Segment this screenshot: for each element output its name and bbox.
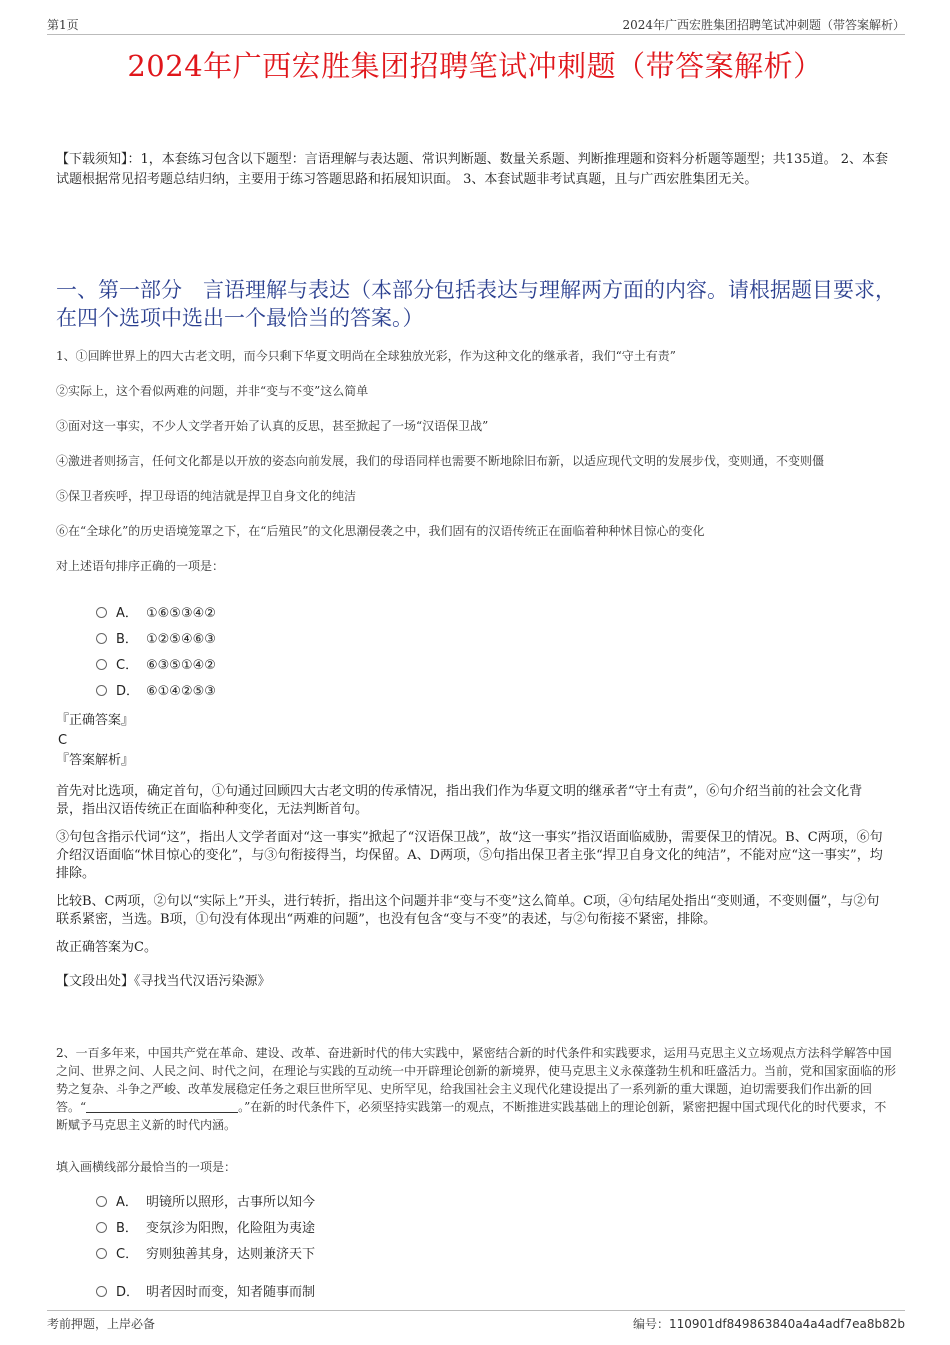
option-letter: C．	[116, 658, 139, 673]
q1-sentence-5: ⑤保卫者疾呼，捍卫母语的纯洁就是捍卫自身文化的纯洁	[56, 489, 357, 503]
option-text: ①②⑤④⑥③	[146, 632, 216, 647]
q2-text-after: 。”在新的时代条件下，必须坚持实践第一的观点，不断推进实践基础上的理论创新，紧密把握中国式现代化的时代要求，不断赋予马克思主义新的时代内涵。	[56, 1100, 887, 1132]
analysis-paragraph-1: 首先对比选项，确定首句，①句通过回顾四大古老文明的传承情况，指出我们作为华夏文明的继承者“守土有责”，⑥句介绍当前的社会文化背景，指出汉语传统正在面临种种变化，无法判断首句。	[56, 784, 863, 817]
download-notice: 【下载须知】：1，本套练习包含以下题型：言语理解与表达题、常识判断题、数量关系题、判断推理题和资料分析题等题型；共135道。 2、本套试题根据常见招考题总结归纳，主要用于练习答题思路和拓展知识面。 3、本套试题非考试真题，且与广西宏胜集团无关。	[56, 152, 888, 187]
option-letter: C．	[116, 1247, 139, 1262]
correct-answer-value: C	[58, 733, 68, 748]
option-letter: A．	[116, 1195, 138, 1210]
analysis-paragraph-2: ③句包含指示代词“这”，指出人文学者面对“这一事实”掀起了“汉语保卫战”，故“这一事实”指汉语面临威胁，需要保卫的情况。B、C两项，⑥句介绍汉语面临“怵目惊心的变化”，与③句衔接得当，均保留。A、D两项，⑤句指出保卫者主张“捍卫自身文化的纯洁”，不能对应“这一事实”，均排除。	[56, 830, 883, 881]
radio-button[interactable]	[96, 659, 107, 670]
question-1	[56, 346, 896, 591]
page-footer	[47, 1310, 905, 1331]
q2-option-b[interactable]	[96, 1216, 315, 1242]
correct-answer-label: 『正确答案』	[56, 713, 135, 728]
q1-option-d[interactable]	[96, 679, 216, 705]
fill-in-blank[interactable]	[86, 1099, 238, 1113]
option-letter: D．	[116, 1285, 140, 1300]
radio-button[interactable]	[96, 1286, 107, 1297]
option-text: ①⑥⑤③④②	[146, 606, 216, 621]
option-text: 穷则独善其身，达则兼济天下	[146, 1247, 316, 1262]
q2-option-c[interactable]	[96, 1242, 315, 1268]
q1-sentence-6: ⑥在“全球化”的历史语境笼罩之下，在“后殖民”的文化思潮侵袭之中，我们固有的汉语传统正在面临着种种怵目惊心的变化	[56, 524, 705, 538]
q1-option-c[interactable]	[96, 653, 216, 679]
option-text: ⑥①④②⑤③	[146, 684, 216, 699]
q1-options	[96, 601, 216, 705]
q1-prompt: 对上述语句排序正确的一项是：	[56, 559, 225, 573]
document-code	[633, 1315, 905, 1332]
radio-button[interactable]	[96, 1196, 107, 1207]
question-2	[56, 1044, 898, 1134]
q1-sentence-1: 1、①回眸世界上的四大古老文明，而今只剩下华夏文明尚在全球独放光彩，作为这种文化的继承者，我们“守土有责”	[56, 349, 676, 363]
page-header	[47, 16, 905, 35]
radio-button[interactable]	[96, 607, 107, 618]
analysis-conclusion: 故正确答案为C。	[56, 940, 157, 955]
page-number: 第1页	[47, 18, 79, 32]
q2-options	[96, 1190, 315, 1306]
radio-button[interactable]	[96, 633, 107, 644]
radio-button[interactable]	[96, 1248, 107, 1259]
header-doc-title: 2024年广西宏胜集团招聘笔试冲刺题（带答案解析）	[622, 18, 905, 32]
q2-text-before: 2、一百多年来，中国共产党在革命、建设、改革、奋进新时代的伟大实践中，紧密结合新的时代条件和实践要求，运用马克思主义立场观点方法科学解答中国之问、世界之问、人民之问、时代之问，在理论与实践的互动统一中开辟理论创新的新境界，使马克思主义永葆蓬勃生机和旺盛活力。当前，党和国家面临的形势之复杂、斗争之严峻、改革发展稳定任务之艰巨世所罕见、史所罕见，给我国社会主义现代化建设提出了一系列新的重大课题，迫切需要我们作出新的回答。“	[56, 1046, 897, 1114]
option-text: 明者因时而变，知者随事而制	[146, 1285, 316, 1300]
option-text: ⑥③⑤①④②	[146, 658, 216, 673]
code-label: 编号：	[632, 1317, 669, 1331]
option-letter: A．	[116, 606, 138, 621]
option-text: 明镜所以照形，古事所以知今	[146, 1195, 316, 1210]
option-letter: B．	[116, 1221, 138, 1236]
q1-option-b[interactable]	[96, 627, 216, 653]
option-letter: D．	[116, 684, 140, 699]
q2-option-d[interactable]	[96, 1280, 315, 1306]
q2-option-a[interactable]	[96, 1190, 315, 1216]
footer-slogan: 考前押题，上岸必备	[47, 1317, 156, 1331]
radio-button[interactable]	[96, 685, 107, 696]
q1-sentence-4: ④激进者则扬言，任何文化都是以开放的姿态向前发展，我们的母语同样也需要不断地除旧布新，以适应现代文明的发展步伐，变则通，不变则僵	[56, 454, 825, 468]
q1-sentence-2: ②实际上，这个看似两难的问题，并非“变与不变”这么简单	[56, 384, 369, 398]
passage-source: 【文段出处】《寻找当代汉语污染源》	[56, 974, 271, 989]
document-title: 2024年广西宏胜集团招聘笔试冲刺题（带答案解析）	[127, 49, 823, 83]
section-heading: 一、第一部分 言语理解与表达（本部分包括表达与理解两方面的内容。请根据题目要求，在四个选项中选出一个最恰当的答案。）	[56, 278, 896, 330]
analysis-label: 『答案解析』	[56, 753, 135, 768]
option-text: 变氛沴为阳煦，化险阻为夷途	[146, 1221, 316, 1236]
radio-button[interactable]	[96, 1222, 107, 1233]
answer-block-1	[56, 710, 886, 991]
option-letter: B．	[116, 632, 138, 647]
code-value: 110901df849863840a4a4adf7ea8b82b	[668, 1317, 905, 1331]
q1-sentence-3: ③面对这一事实，不少人文学者开始了认真的反思，甚至掀起了一场“汉语保卫战”	[56, 419, 489, 433]
q2-prompt: 填入画横线部分最恰当的一项是：	[56, 1160, 237, 1174]
analysis-paragraph-3: 比较B、C两项，②句以“实际上”开头，进行转折，指出这个问题并非“变与不变”这么简单。C项，④句结尾处指出“变则通，不变则僵”，与②句联系紧密，当选。B项，①句没有体现出“两难的问题”，也没有包含“变与不变”的表述，与②句衔接不紧密，排除。	[56, 894, 880, 927]
q1-option-a[interactable]	[96, 601, 216, 627]
